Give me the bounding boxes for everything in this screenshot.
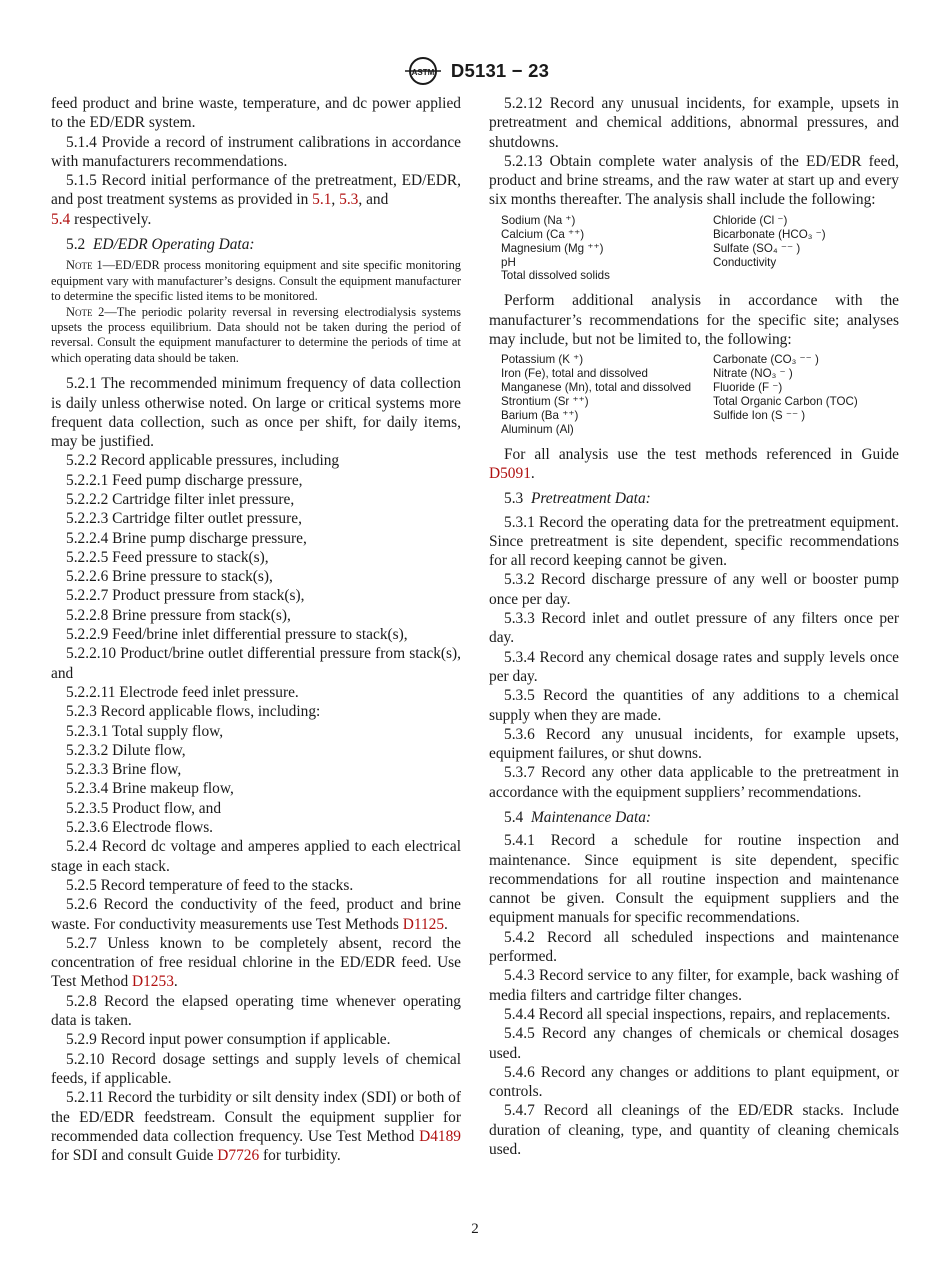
analysis-item: Chloride (Cl ⁻) — [713, 213, 788, 227]
section-heading-5-4: 5.4 Maintenance Data: — [504, 808, 652, 826]
paragraph-5-2-6: 5.2.6 Record the conductivity of the feed, product and brine waste. For conductivity measurements use Test Methods D1125. — [51, 896, 461, 933]
note-2: Note 2—The periodic polarity reversal in reversing electrodialysis systems upsets the process equilibrium. Data should not be taken during the period of reversal. Consult the equipment manufacturer to determine the periods of time at which operating data should be taken. — [51, 304, 461, 365]
paragraph-5-2-11: 5.2.11 Record the turbidity or silt density index (SDI) or both of the ED/EDR feedstream. Consult the equipment supplier for recommended data collection frequency. Use Test Method D4189 for SDI and consult Guide D7726 for turbidity. — [51, 1089, 461, 1165]
paragraph-5-2-1: 5.2.1 The recommended minimum frequency of data collection is daily unless otherwise noted. On large or critical systems more frequent data collection, such as once per shift, for daily items, may be justified. — [51, 375, 461, 451]
list-item: 5.2.2.6 Brine pressure to stack(s), — [66, 568, 273, 586]
paragraph-5-4-1: 5.4.1 Record a schedule for routine inspection and maintenance. Since equipment is site dependent, specific recommendations for all routine inspection and maintenance cannot be given. Consult the equipment suppliers and the equipment manuals for specific recommendations. — [489, 832, 899, 927]
ref-link-d5091[interactable]: D5091 — [489, 464, 531, 482]
analysis-item: Nitrate (NO₃ ⁻ ) — [713, 367, 793, 381]
astm-logo-icon — [401, 56, 445, 86]
ref-link-5-3[interactable]: 5.3 — [339, 191, 359, 209]
ref-link-d4189[interactable]: D4189 — [419, 1127, 461, 1145]
list-item: 5.2.2.11 Electrode feed inlet pressure. — [66, 683, 299, 701]
paragraph-5-2-9: 5.2.9 Record input power consumption if applicable. — [66, 1031, 391, 1049]
list-item: 5.2.3.4 Brine makeup flow, — [66, 780, 234, 798]
ref-link-d1125[interactable]: D1125 — [402, 915, 445, 933]
list-item: 5.2.3.6 Electrode flows. — [66, 819, 214, 837]
analysis-item: Calcium (Ca ⁺⁺) — [501, 227, 585, 241]
list-item: 5.2.3.2 Dilute flow, — [66, 741, 186, 759]
paragraph-5-3-6: 5.3.6 Record any unusual incidents, for example upsets, equipment failures, or shut downs. — [489, 725, 899, 763]
analysis-item: Sulfate (SO₄ ⁻⁻ ) — [713, 241, 801, 255]
paragraph-5-2-3: 5.2.3 Record applicable flows, including: — [66, 703, 321, 721]
analysis-item: Total dissolved solids — [501, 269, 610, 283]
paragraph-5-2-13: 5.2.13 Obtain complete water analysis of the ED/EDR feed, product and brine streams, and the raw water at start up and every six months thereafter. The analysis shall include the following: — [489, 152, 899, 209]
analysis-list — [501, 214, 899, 284]
paragraph-5-3-4: 5.3.4 Record any chemical dosage rates and supply levels once per day. — [489, 648, 899, 685]
paragraph-5-3-7: 5.3.7 Record any other data applicable to the pretreatment in accordance with the equipment suppliers’ recommendations. — [489, 764, 899, 801]
additional-analysis-list — [501, 353, 899, 436]
right-column — [489, 94, 899, 1159]
analysis-item: Magnesium (Mg ⁺⁺) — [501, 241, 604, 255]
list-item: 5.2.3.3 Brine flow, — [66, 761, 182, 779]
note-1: Note 1—ED/EDR process monitoring equipment and site specific monitoring equipment vary with manufacturer’s designs. Consult the equipment manufacturer to determine the specific listed items to be monitored. — [51, 258, 461, 304]
analysis-item: Bicarbonate (HCO₃ ⁻) — [713, 227, 826, 241]
ref-link-5-1[interactable]: 5.1 — [312, 191, 332, 209]
paragraph-5-2-8: 5.2.8 Record the elapsed operating time whenever operating data is taken. — [51, 992, 461, 1030]
analysis-item: Strontium (Sr ⁺⁺) — [501, 394, 589, 408]
paragraph-5-4-5: 5.4.5 Record any changes of chemicals or chemical dosages used. — [489, 1025, 899, 1062]
paragraph-all-analysis: For all analysis use the test methods referenced in Guide D5091. — [489, 445, 899, 482]
list-item: 5.2.2.5 Feed pressure to stack(s), — [66, 548, 269, 566]
paragraph-5-3-5: 5.3.5 Record the quantities of any additions to a chemical supply when they are made. — [489, 687, 899, 724]
notes-block — [51, 258, 461, 366]
list-item: 5.2.2.10 Product/brine outlet differential pressure from stack(s), and — [51, 645, 461, 682]
list-item: 5.2.2.3 Cartridge filter outlet pressure, — [66, 510, 302, 528]
list-item: 5.2.2.1 Feed pump discharge pressure, — [66, 471, 303, 489]
analysis-item: Potassium (K ⁺) — [501, 353, 584, 367]
analysis-item: Sodium (Na ⁺) — [501, 213, 576, 227]
paragraph-5-4-3: 5.4.3 Record service to any filter, for example, back washing of media filters and cartridge filter changes. — [489, 967, 899, 1004]
document-id: D5131 − 23 — [450, 60, 550, 81]
list-item: 5.2.2.4 Brine pump discharge pressure, — [66, 529, 307, 547]
paragraph-5-4-4: 5.4.4 Record all special inspections, repairs, and replacements. — [504, 1005, 891, 1023]
section-heading-5-3: 5.3 Pretreatment Data: — [504, 490, 651, 508]
ref-link-5-4[interactable]: 5.4 — [51, 210, 71, 228]
paragraph-5-2-2: 5.2.2 Record applicable pressures, including — [66, 452, 340, 470]
paragraph: feed product and brine waste, temperature, and dc power applied to the ED/EDR system. — [51, 95, 461, 132]
analysis-item — [713, 269, 911, 283]
left-column — [51, 94, 461, 1165]
paragraph-5-3-3: 5.3.3 Record inlet and outlet pressure of any filters once per day. — [489, 610, 899, 647]
analysis-item: Carbonate (CO₃ ⁻⁻ ) — [713, 353, 819, 367]
analysis-item: Conductivity — [713, 255, 777, 269]
section-heading-5-2: 5.2 ED/EDR Operating Data: — [66, 236, 255, 254]
paragraph-5-3-2: 5.3.2 Record discharge pressure of any well or booster pump once per day. — [489, 571, 899, 608]
page-header — [0, 56, 950, 86]
analysis-item: Manganese (Mn), total and dissolved — [501, 381, 692, 395]
paragraph-additional-analysis: Perform additional analysis in accordance with the manufacturer’s recommendations for the specific site; analyses may include, but not be limited to, the following: — [489, 292, 899, 348]
analysis-item — [713, 423, 911, 437]
list-item: 5.2.3.1 Total supply flow, — [66, 722, 224, 740]
paragraph-5-2-12: 5.2.12 Record any unusual incidents, for example, upsets in pretreatment and chemical additions, abnormal pressures, and shutdowns. — [489, 95, 899, 151]
analysis-item: pH — [501, 255, 516, 269]
list-item: 5.2.2.2 Cartridge filter inlet pressure, — [66, 491, 295, 508]
paragraph-5-2-5: 5.2.5 Record temperature of feed to the stacks. — [66, 876, 354, 894]
paragraph-5-2-7: 5.2.7 Unless known to be completely absent, record the concentration of free residual chlorine in the ED/EDR feed. Use Test Method D1253. — [51, 934, 461, 991]
paragraph-5-3-1: 5.3.1 Record the operating data for the pretreatment equipment. Since pretreatment is site dependent, specific recommendations for all record keeping cannot be given. — [489, 513, 899, 570]
paragraph-5-1-5: 5.1.5 Record initial performance of the pretreatment, ED/EDR, and post treatment systems as provided in 5.1, 5.3, and 5.4 respectively. — [51, 172, 461, 228]
paragraph-5-1-4: 5.1.4 Provide a record of instrument calibrations in accordance with manufacturers recommendations. — [51, 133, 461, 170]
analysis-item: Aluminum (Al) — [501, 422, 574, 436]
paragraph-5-2-10: 5.2.10 Record dosage settings and supply levels of chemical feeds, if applicable. — [51, 1050, 461, 1087]
analysis-item: Sulfide Ion (S ⁻⁻ ) — [713, 408, 806, 422]
paragraph-5-4-2: 5.4.2 Record all scheduled inspections and maintenance performed. — [489, 928, 899, 966]
list-item: 5.2.2.9 Feed/brine inlet differential pressure to stack(s), — [66, 626, 408, 644]
paragraph-5-4-7: 5.4.7 Record all cleanings of the ED/EDR stacks. Include duration of cleaning, type, and quantity of cleaning chemicals used. — [489, 1102, 899, 1159]
list-item: 5.2.2.7 Product pressure from stack(s), — [66, 587, 305, 605]
list-item: 5.2.3.5 Product flow, and — [66, 799, 222, 817]
ref-link-d7726[interactable]: D7726 — [217, 1147, 260, 1165]
analysis-item: Barium (Ba ⁺⁺) — [501, 408, 579, 422]
analysis-item: Iron (Fe), total and dissolved — [501, 367, 648, 381]
analysis-item: Total Organic Carbon (TOC) — [713, 394, 858, 408]
paragraph-5-4-6: 5.4.6 Record any changes or additions to plant equipment, or controls. — [489, 1063, 899, 1101]
analysis-item: Fluoride (F ⁻) — [713, 381, 783, 395]
list-item: 5.2.2.8 Brine pressure from stack(s), — [66, 606, 291, 624]
svg-text:ASTM: ASTM — [411, 68, 435, 77]
paragraph-5-2-4: 5.2.4 Record dc voltage and amperes applied to each electrical stage in each stack. — [51, 838, 461, 875]
page-number: 2 — [471, 1221, 479, 1237]
ref-link-d1253[interactable]: D1253 — [132, 973, 174, 991]
